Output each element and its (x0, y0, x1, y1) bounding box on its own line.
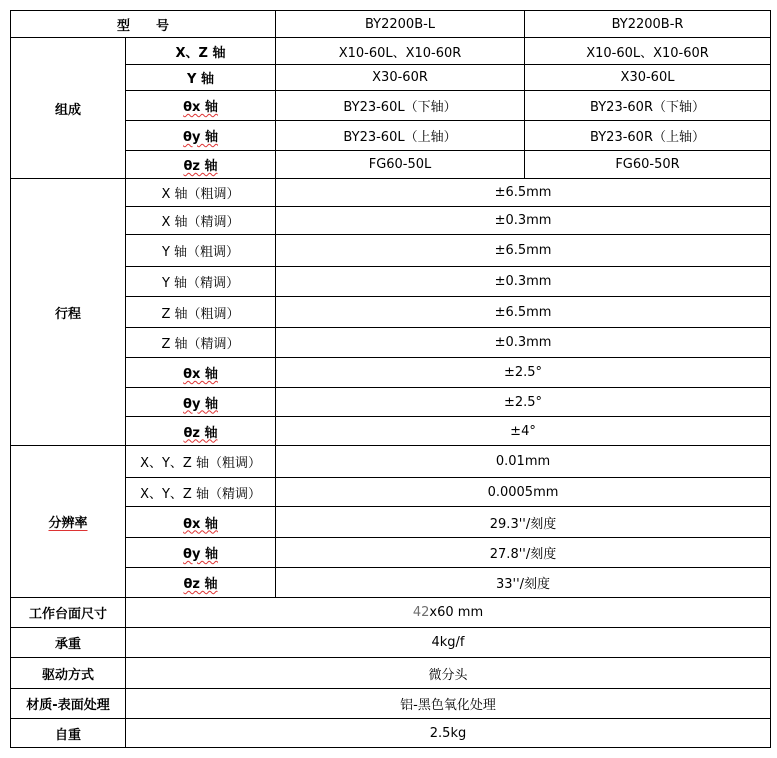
travel-label: 行程 (11, 179, 126, 446)
table-row (11, 689, 771, 719)
table-size-label: 工作台面尺寸 (11, 598, 126, 628)
load-value: 4kg/f (126, 628, 771, 658)
axis-label: θz 轴 (126, 151, 276, 179)
value-left: X30-60R (276, 65, 525, 91)
table-row (11, 598, 771, 628)
value: ±4° (276, 417, 771, 446)
value-left: FG60-50L (276, 151, 525, 179)
value: 29.3''/刻度 (276, 507, 771, 538)
table-row (11, 179, 771, 207)
value: 0.01mm (276, 446, 771, 478)
table-row (11, 719, 771, 748)
value: ±6.5mm (276, 235, 771, 267)
value-left: BY23-60L（下轴） (276, 91, 525, 121)
value-right: X10-60L、X10-60R (525, 38, 771, 65)
value-right: X30-60L (525, 65, 771, 91)
table-row (11, 628, 771, 658)
value: ±0.3mm (276, 267, 771, 297)
axis-label: θx 轴 (126, 358, 276, 388)
header-row (11, 11, 771, 38)
table-row (11, 38, 771, 65)
material-value: 铝-黑色氧化处理 (126, 689, 771, 719)
axis-label: X、Y、Z 轴（精调） (126, 478, 276, 507)
axis-label: Y 轴（粗调） (126, 235, 276, 267)
value-left: X10-60L、X10-60R (276, 38, 525, 65)
weight-label: 自重 (11, 719, 126, 748)
axis-label: Y 轴 (126, 65, 276, 91)
drive-label: 驱动方式 (11, 658, 126, 689)
value: ±0.3mm (276, 207, 771, 235)
table-row (11, 658, 771, 689)
axis-label: θy 轴 (126, 388, 276, 417)
value: ±2.5° (276, 358, 771, 388)
axis-label: θy 轴 (126, 538, 276, 568)
table-size-value: 42x60 mm (126, 598, 771, 628)
axis-label: θx 轴 (126, 507, 276, 538)
axis-label: X 轴（精调） (126, 207, 276, 235)
spec-table (10, 10, 771, 748)
value: ±0.3mm (276, 328, 771, 358)
value-right: FG60-50R (525, 151, 771, 179)
value: 33''/刻度 (276, 568, 771, 598)
axis-label: θy 轴 (126, 121, 276, 151)
axis-label: θz 轴 (126, 417, 276, 446)
material-label: 材质-表面处理 (11, 689, 126, 719)
value-left: BY23-60L（上轴） (276, 121, 525, 151)
value: ±2.5° (276, 388, 771, 417)
axis-label: Z 轴（精调） (126, 328, 276, 358)
axis-label: θz 轴 (126, 568, 276, 598)
axis-label: X 轴（粗调） (126, 179, 276, 207)
value-right: BY23-60R（下轴） (525, 91, 771, 121)
axis-label: Y 轴（精调） (126, 267, 276, 297)
axis-label: X、Z 轴 (126, 38, 276, 65)
axis-label: θx 轴 (126, 91, 276, 121)
table-row (11, 446, 771, 478)
axis-label: X、Y、Z 轴（粗调） (126, 446, 276, 478)
value: ±6.5mm (276, 297, 771, 328)
load-label: 承重 (11, 628, 126, 658)
drive-value: 微分头 (126, 658, 771, 689)
composition-label: 组成 (11, 38, 126, 179)
resolution-label: 分辨率 (11, 446, 126, 598)
value-right: BY23-60R（上轴） (525, 121, 771, 151)
value: ±6.5mm (276, 179, 771, 207)
value: 27.8''/刻度 (276, 538, 771, 568)
value: 0.0005mm (276, 478, 771, 507)
axis-label: Z 轴（粗调） (126, 297, 276, 328)
model-left: BY2200B-L (276, 11, 525, 38)
model-label: 型 号 (11, 11, 276, 38)
model-right: BY2200B-R (525, 11, 771, 38)
weight-value: 2.5kg (126, 719, 771, 748)
